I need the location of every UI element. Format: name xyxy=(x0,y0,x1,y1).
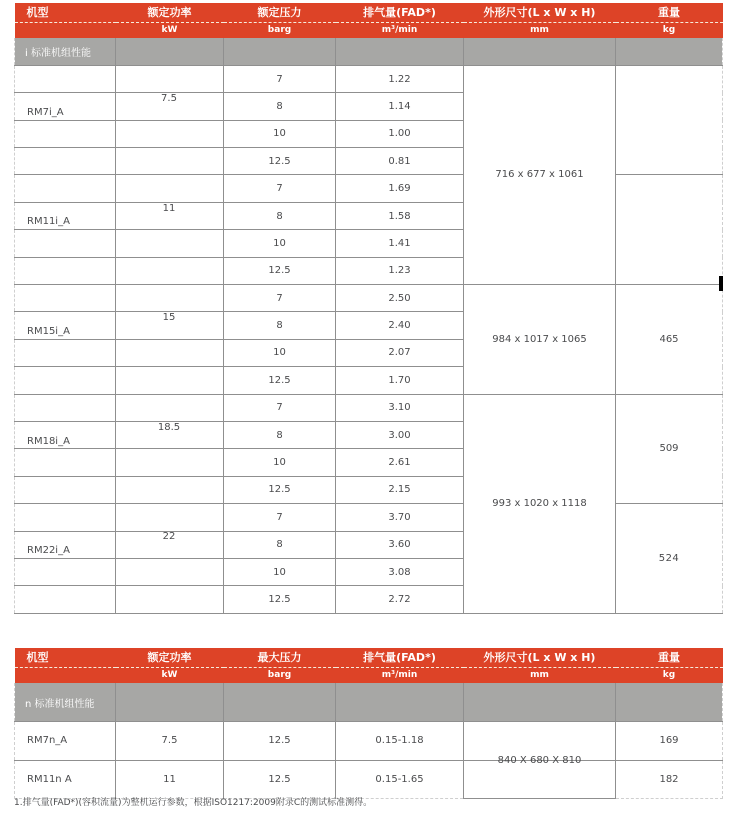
power-grid-cell xyxy=(116,558,224,585)
table-row xyxy=(15,285,723,312)
model-name: RM18i_A xyxy=(27,436,70,447)
band-cell xyxy=(336,38,464,65)
pressure-cell: 8 xyxy=(224,93,336,120)
model-grid-cell xyxy=(15,257,116,284)
model-grid-cell xyxy=(15,449,116,476)
t2-header xyxy=(15,648,723,683)
header-pressure: 额定压力 xyxy=(224,3,336,22)
fad-cell: 1.00 xyxy=(336,120,464,147)
t1-body xyxy=(15,38,723,613)
power-grid-cell xyxy=(116,285,224,312)
n-series-spec-table xyxy=(14,648,723,799)
dims-cell: 984 x 1017 x 1065 xyxy=(464,285,616,395)
model-grid-cell xyxy=(15,339,116,366)
model-grid-cell xyxy=(15,120,116,147)
fad-cell: 1.14 xyxy=(336,93,464,120)
fad-cell: 3.70 xyxy=(336,504,464,531)
fad-cell: 2.15 xyxy=(336,476,464,503)
model-name: RM11n A xyxy=(15,760,116,799)
unit-pressure: barg xyxy=(224,22,336,38)
section-label: i 标准机组性能 xyxy=(15,38,116,65)
pressure-cell: 10 xyxy=(224,120,336,147)
text-cursor-artifact xyxy=(719,276,723,291)
power-grid-cell xyxy=(116,367,224,394)
pressure-cell: 7 xyxy=(224,394,336,421)
header-model: 机型 xyxy=(15,3,116,22)
fad-cell: 3.08 xyxy=(336,558,464,585)
model-grid-cell xyxy=(15,558,116,585)
power-value: 7.5 xyxy=(161,93,177,104)
weight-cell: 465 xyxy=(616,285,723,395)
weight-cell xyxy=(616,65,723,175)
pressure-cell: 7 xyxy=(224,175,336,202)
unit-model xyxy=(15,22,116,38)
weight-cell: 509 xyxy=(616,394,723,504)
header-dims: 外形尺寸(L x W x H) xyxy=(464,648,616,667)
header-model: 机型 xyxy=(15,648,116,667)
power-grid-cell xyxy=(116,476,224,503)
unit-fad: m³/min xyxy=(336,667,464,683)
fad-cell: 2.50 xyxy=(336,285,464,312)
unit-weight: kg xyxy=(616,22,723,38)
power-value: 22 xyxy=(162,531,176,542)
header-dims: 外形尺寸(L x W x H) xyxy=(464,3,616,22)
fad-cell: 3.10 xyxy=(336,394,464,421)
unit-dims: mm xyxy=(464,22,616,38)
band-cell xyxy=(116,38,224,65)
model-grid-cell xyxy=(15,148,116,175)
power-grid-cell xyxy=(116,175,224,202)
pressure-cell: 10 xyxy=(224,339,336,366)
unit-pressure: barg xyxy=(224,667,336,683)
pressure-cell: 12.5 xyxy=(224,722,336,761)
dims-cell: 716 x 677 x 1061 xyxy=(464,65,616,284)
fad-cell: 1.22 xyxy=(336,65,464,92)
pressure-cell: 8 xyxy=(224,421,336,448)
pressure-cell: 12.5 xyxy=(224,476,336,503)
pressure-cell: 12.5 xyxy=(224,257,336,284)
power-grid-cell xyxy=(116,257,224,284)
fad-cell: 2.40 xyxy=(336,312,464,339)
pressure-cell: 12.5 xyxy=(224,586,336,613)
fad-cell: 1.58 xyxy=(336,202,464,229)
weight-cell: 182 xyxy=(616,760,723,799)
power-grid-cell xyxy=(116,65,224,92)
pressure-cell: 7 xyxy=(224,504,336,531)
model-grid-cell xyxy=(15,394,116,421)
table-row xyxy=(15,504,723,531)
table-row xyxy=(15,175,723,202)
header-power: 额定功率 xyxy=(116,3,224,22)
band-cell xyxy=(224,683,336,722)
fad-cell: 1.23 xyxy=(336,257,464,284)
header-weight: 重量 xyxy=(616,648,723,667)
header-weight: 重量 xyxy=(616,3,723,22)
pressure-cell: 10 xyxy=(224,558,336,585)
fad-cell: 0.81 xyxy=(336,148,464,175)
model-name: RM7i_A xyxy=(27,107,64,118)
t1-section-band xyxy=(15,38,723,65)
section-label: n 标准机组性能 xyxy=(15,683,116,722)
fad-cell: 3.60 xyxy=(336,531,464,558)
model-name: RM15i_A xyxy=(27,326,70,337)
fad-cell: 3.00 xyxy=(336,421,464,448)
model-grid-cell xyxy=(15,367,116,394)
power-value: 15 xyxy=(162,312,176,323)
weight-cell: 524 xyxy=(616,504,723,614)
weight-cell xyxy=(616,175,723,285)
power-grid-cell xyxy=(116,586,224,613)
model-grid-cell xyxy=(15,476,116,503)
unit-power: kW xyxy=(116,22,224,38)
model-grid-cell xyxy=(15,285,116,312)
band-cell xyxy=(224,38,336,65)
power-grid-cell xyxy=(116,148,224,175)
table-row xyxy=(15,394,723,421)
t2-title-row xyxy=(15,648,723,667)
power-grid-cell xyxy=(116,339,224,366)
unit-model xyxy=(15,667,116,683)
header-fad: 排气量(FAD*) xyxy=(336,3,464,22)
dims-cell: 993 x 1020 x 1118 xyxy=(464,394,616,613)
pressure-cell: 8 xyxy=(224,202,336,229)
pressure-cell: 12.5 xyxy=(224,760,336,799)
power-grid-cell xyxy=(116,394,224,421)
pressure-cell: 7 xyxy=(224,65,336,92)
t1-header xyxy=(15,3,723,38)
fad-cell: 2.07 xyxy=(336,339,464,366)
t2-units-row xyxy=(15,667,723,683)
power-grid-cell xyxy=(116,504,224,531)
pressure-cell: 12.5 xyxy=(224,367,336,394)
fad-cell: 2.72 xyxy=(336,586,464,613)
power-value: 11 xyxy=(162,203,176,214)
fad-footnote: 1.排气量(FAD*)(容积流量)为整机运行参数，根据ISO1217:2009附录C的测试标准测得。 xyxy=(14,798,373,808)
power-value: 11 xyxy=(116,760,224,799)
header-fad: 排气量(FAD*) xyxy=(336,648,464,667)
model-grid-cell xyxy=(15,504,116,531)
band-cell xyxy=(464,38,616,65)
band-cell xyxy=(116,683,224,722)
band-cell xyxy=(616,38,723,65)
unit-power: kW xyxy=(116,667,224,683)
model-name: RM7n_A xyxy=(15,722,116,761)
model-grid-cell xyxy=(15,65,116,92)
weight-cell: 169 xyxy=(616,722,723,761)
unit-fad: m³/min xyxy=(336,22,464,38)
fad-cell: 1.69 xyxy=(336,175,464,202)
model-name: RM11i_A xyxy=(27,216,70,227)
model-grid-cell xyxy=(15,230,116,257)
dims-cell: 840 X 680 X 810 xyxy=(464,722,616,799)
power-value: 7.5 xyxy=(116,722,224,761)
unit-dims: mm xyxy=(464,667,616,683)
power-grid-cell xyxy=(116,230,224,257)
fad-cell: 0.15-1.65 xyxy=(336,760,464,799)
model-grid-cell xyxy=(15,175,116,202)
pressure-cell: 12.5 xyxy=(224,148,336,175)
band-cell xyxy=(336,683,464,722)
pressure-cell: 8 xyxy=(224,312,336,339)
fad-cell: 1.70 xyxy=(336,367,464,394)
t1-title-row xyxy=(15,3,723,22)
table-row xyxy=(15,722,723,761)
band-cell xyxy=(616,683,723,722)
power-grid-cell xyxy=(116,120,224,147)
pressure-cell: 7 xyxy=(224,285,336,312)
fad-cell: 2.61 xyxy=(336,449,464,476)
t2-body xyxy=(15,683,723,799)
pressure-cell: 8 xyxy=(224,531,336,558)
t1-units-row xyxy=(15,22,723,38)
power-value: 18.5 xyxy=(157,422,181,433)
model-name: RM22i_A xyxy=(27,545,70,556)
fad-cell: 0.15-1.18 xyxy=(336,722,464,761)
header-power: 额定功率 xyxy=(116,648,224,667)
unit-weight: kg xyxy=(616,667,723,683)
header-pressure: 最大压力 xyxy=(224,648,336,667)
t2-section-band xyxy=(15,683,723,722)
band-cell xyxy=(464,683,616,722)
pressure-cell: 10 xyxy=(224,449,336,476)
table-row xyxy=(15,65,723,92)
model-grid-cell xyxy=(15,586,116,613)
power-grid-cell xyxy=(116,449,224,476)
fad-cell: 1.41 xyxy=(336,230,464,257)
pressure-cell: 10 xyxy=(224,230,336,257)
table-row xyxy=(15,760,723,799)
